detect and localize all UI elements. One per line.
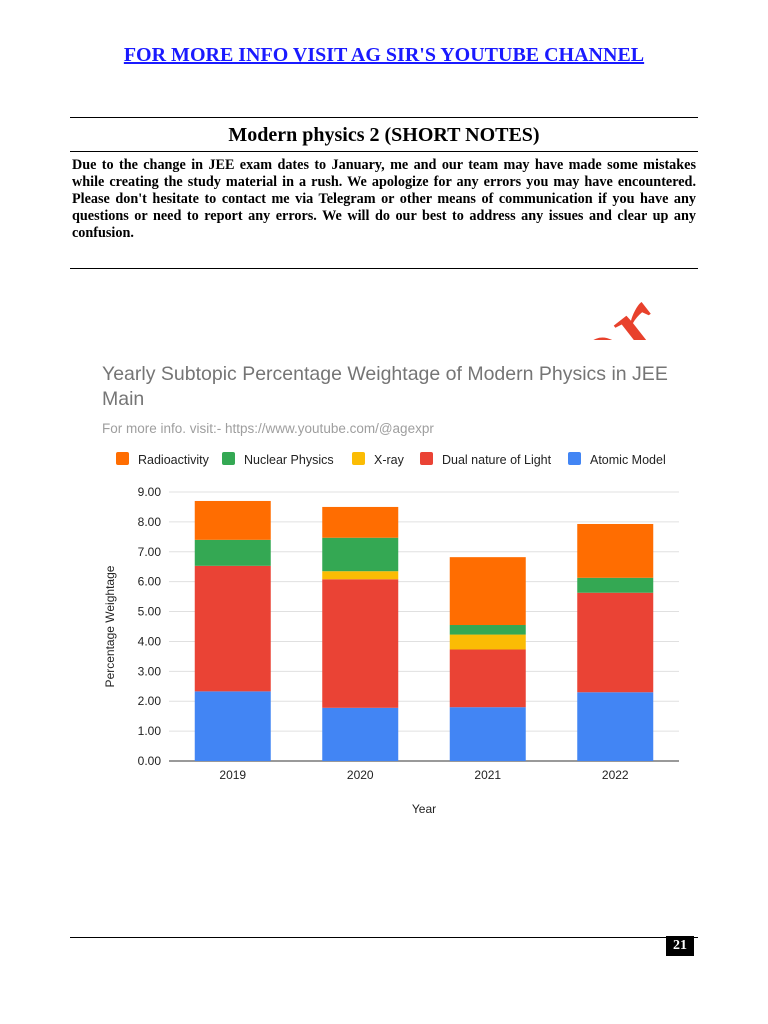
y-tick-label: 4.00 <box>137 634 161 649</box>
y-tick-label: 6.00 <box>137 574 161 589</box>
title-divider <box>70 151 698 152</box>
page-number: 21 <box>666 936 694 956</box>
y-tick-label: 5.00 <box>137 604 161 619</box>
y-axis-ticks <box>138 485 162 768</box>
x-axis-label: Year <box>411 802 437 816</box>
legend-swatch <box>222 452 235 465</box>
x-tick-label: 2022 <box>601 768 629 782</box>
y-tick-label: 9.00 <box>137 485 161 499</box>
bar-segment <box>195 691 271 761</box>
y-tick-label: 1.00 <box>137 724 161 739</box>
legend-swatch <box>352 452 365 465</box>
y-tick-label: 0.00 <box>137 754 161 768</box>
y-tick-label: 7.00 <box>137 544 161 559</box>
bar-segment <box>450 557 526 625</box>
apology-notice: Due to the change in JEE exam dates to January, me and our team may have made some mistakes while creating the study material in a rush. We apologize for any errors you may have encountered. Please don't hesitate to contact me via Telegram or other means of communication if you have any questions or need to report any errors. We will do our best to address any issues and clear up any confusion. <box>72 157 696 241</box>
bar-segment <box>577 524 653 578</box>
y-tick-label: 2.00 <box>137 694 161 709</box>
bar-segment <box>450 635 526 650</box>
legend-label: X-ray <box>374 453 404 467</box>
bar-segment <box>322 579 398 708</box>
bar-segment <box>577 692 653 761</box>
chart-legend <box>116 452 666 467</box>
bar-segment <box>195 501 271 540</box>
bar-segment <box>195 566 271 692</box>
bar-segment <box>450 707 526 761</box>
legend-label: Dual nature of Light <box>442 453 552 467</box>
chart-title-line-1: Yearly Subtopic Percentage Weightage of Modern Physics in JEE <box>102 363 668 385</box>
chart-svg <box>82 340 702 830</box>
x-tick-label: 2020 <box>346 768 374 782</box>
bar-segment <box>450 650 526 708</box>
chart-bars <box>195 501 654 761</box>
x-axis-ticks <box>219 768 629 782</box>
weightage-chart <box>82 340 702 830</box>
y-tick-label: 8.00 <box>137 514 161 529</box>
x-tick-label: 2021 <box>474 768 502 782</box>
legend-label: Nuclear Physics <box>244 453 334 467</box>
legend-swatch <box>116 452 129 465</box>
y-axis-label: Percentage Weightage <box>103 565 117 688</box>
legend-swatch <box>420 452 433 465</box>
chart-title-line-2: Main <box>102 388 145 410</box>
notes-title: Modern physics 2 (SHORT NOTES) <box>228 124 540 146</box>
legend-swatch <box>568 452 581 465</box>
legend-label: Atomic Model <box>590 453 666 467</box>
watermark <box>548 245 688 335</box>
footer-divider <box>70 937 698 938</box>
x-tick-label: 2019 <box>219 768 247 782</box>
bar-segment <box>322 507 398 538</box>
y-tick-label: 3.00 <box>137 664 161 679</box>
youtube-channel-link[interactable]: FOR MORE INFO VISIT AG SIR'S YOUTUBE CHANNEL <box>123 44 645 66</box>
legend-label: Radioactivity <box>138 453 209 467</box>
bar-segment <box>450 625 526 635</box>
bar-segment <box>195 540 271 566</box>
bar-segment <box>322 708 398 761</box>
bar-segment <box>322 538 398 571</box>
top-divider <box>70 117 698 118</box>
bar-segment <box>322 571 398 579</box>
chart-subtitle: For more info. visit:- https://www.youtube.com/@agexpr <box>102 421 434 436</box>
bar-segment <box>577 593 653 693</box>
bar-segment <box>577 578 653 593</box>
